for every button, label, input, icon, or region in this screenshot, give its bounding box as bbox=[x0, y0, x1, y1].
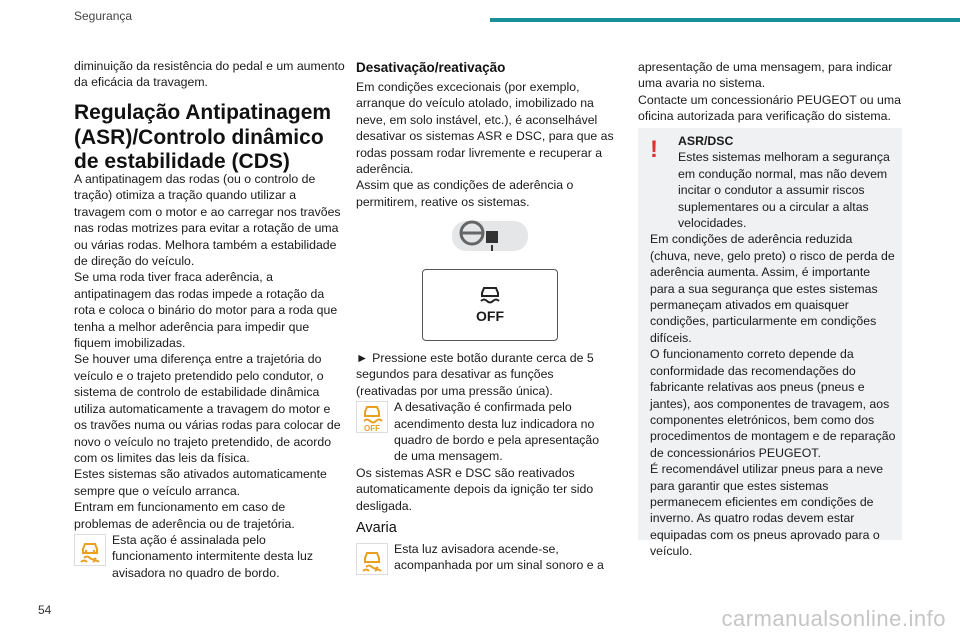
warning-text: Em condições de aderência reduzida (chuva, neve, gelo preto) o risco de perda de aderência aumenta. Assim, é importante para a sua segurança que estes sistemas permaneçam ativados em quaisquer condições, particularmente em condições difíceis. bbox=[650, 232, 895, 345]
subsection-heading: Desativação/reativação bbox=[356, 60, 506, 75]
warning-line: Estes sistemas melhoram a segurança em condução normal, mas não devem incitar o condutor a assumir riscos suplementares ou a circular a altas velocidades. bbox=[678, 150, 890, 231]
button-label: OFF bbox=[476, 308, 504, 324]
paragraph: Assim que as condições de aderência o permitirem, reative os sistemas. bbox=[356, 178, 574, 209]
warning-text: O funcionamento correto depende da conformidade das recomendações do fabricante relativas aos pneus (pneus e jantes), aos componentes de travagem, aos componentes eletrónicos, bem como dos procedimentos de montagem e de reparação de concessionários PEUGEOT. bbox=[650, 347, 896, 460]
warning-light-note bbox=[74, 532, 346, 581]
paragraph: Estes sistemas são ativados automaticamente sempre que o veículo arranca. bbox=[74, 467, 327, 498]
warning-text bbox=[650, 149, 896, 231]
fault-light-note bbox=[356, 541, 616, 574]
skid-off-warning-icon bbox=[356, 401, 388, 433]
section-title: Segurança bbox=[74, 9, 133, 23]
exclamation-icon: ! bbox=[650, 136, 658, 163]
icon-description: Esta luz avisadora acende-se, acompanhada por um sinal sonoro e a bbox=[394, 542, 604, 573]
paragraph: Entram em funcionamento em caso de problemas de aderência ou de trajetória. bbox=[74, 500, 295, 531]
off-icon-label: OFF bbox=[364, 424, 380, 434]
paragraph: A antipatinagem das rodas (ou o controlo de tração) otimiza a tração quando utilizar a travagem com o motor e ao carregar nos travões nas rodas motrizes para evitar a rotação de uma ou várias rodas. Melhora também a estabilidade de direção do veículo. bbox=[74, 172, 341, 269]
step-text: Pressione este botão durante cerca de 5 segundos para desativar as funções (reativadas por uma pressão única). bbox=[356, 351, 594, 398]
paragraph: Contacte um concessionário PEUGEOT ou uma oficina autorizada para verificação do sistema. bbox=[638, 92, 901, 124]
off-light-note bbox=[356, 399, 616, 465]
watermark: carmanualsonline.info bbox=[721, 606, 946, 631]
section-heading: Regulação Antipatinagem (ASR)/Controlo dinâmico de estabilidade (CDS) bbox=[74, 101, 332, 173]
paragraph: Se houver uma diferença entre a trajetória do veículo e o trajeto pretendido pelo condutor, o sistema de controlo de estabilidade dinâmica utiliza automaticamente a travagem do motor e os travões numa ou várias rodas para colocar de novo o veículo no trajeto pretendido, de acordo com os limites das leis da física. bbox=[74, 352, 341, 465]
warning-text: É recomendável utilizar pneus para a neve para garantir que estes sistemas permanecem eficientes em condições de inverno. As quatro rodas devem estar equipadas com os pneus aprovado para o veículo. bbox=[650, 462, 884, 559]
warning-title: ASR/DSC bbox=[678, 134, 734, 148]
arrow-bullet-icon: ► bbox=[356, 351, 369, 365]
paragraph: Em condições excecionais (por exemplo, arranque do veículo atolado, imobilizado na neve, em solo instável, etc.), é aconselhável desativar os sistemas ASR e DSC, para que as rodas possam rodar livremente e recuperar a aderência. bbox=[356, 80, 614, 177]
intro-text: diminuição da resistência do pedal e um aumento da eficácia da travagem. bbox=[74, 59, 345, 90]
paragraph: Se uma roda tiver fraca aderência, a antipatinagem das rodas impede a rotação da rota e coloca o binário do motor para a roda que tenha a melhor aderência para impedir que fiquem imobilizadas. bbox=[74, 270, 338, 351]
asr-off-button[interactable] bbox=[422, 269, 558, 341]
icon-description: A desativação é confirmada pelo acendimento desta luz indicadora no quadro de bordo e pela apresentação de uma mensagem. bbox=[394, 400, 600, 464]
paragraph: Os sistemas ASR e DSC são reativados automaticamente depois da ignição ter sido desligada. bbox=[356, 465, 594, 513]
page-number: 54 bbox=[38, 603, 52, 617]
paragraph: apresentação de uma mensagem, para indicar uma avaria no sistema. bbox=[638, 60, 893, 91]
fault-heading: Avaria bbox=[356, 520, 397, 536]
skid-warning-icon bbox=[74, 534, 106, 566]
skid-warning-icon bbox=[356, 543, 388, 575]
dashboard-location-icon bbox=[450, 217, 530, 257]
instruction-step bbox=[356, 350, 616, 399]
skid-control-icon bbox=[476, 284, 504, 306]
header-accent-bar bbox=[490, 18, 960, 22]
icon-description: Esta ação é assinalada pelo funcionamento intermitente desta luz avisadora no quadro de bordo. bbox=[112, 532, 313, 580]
